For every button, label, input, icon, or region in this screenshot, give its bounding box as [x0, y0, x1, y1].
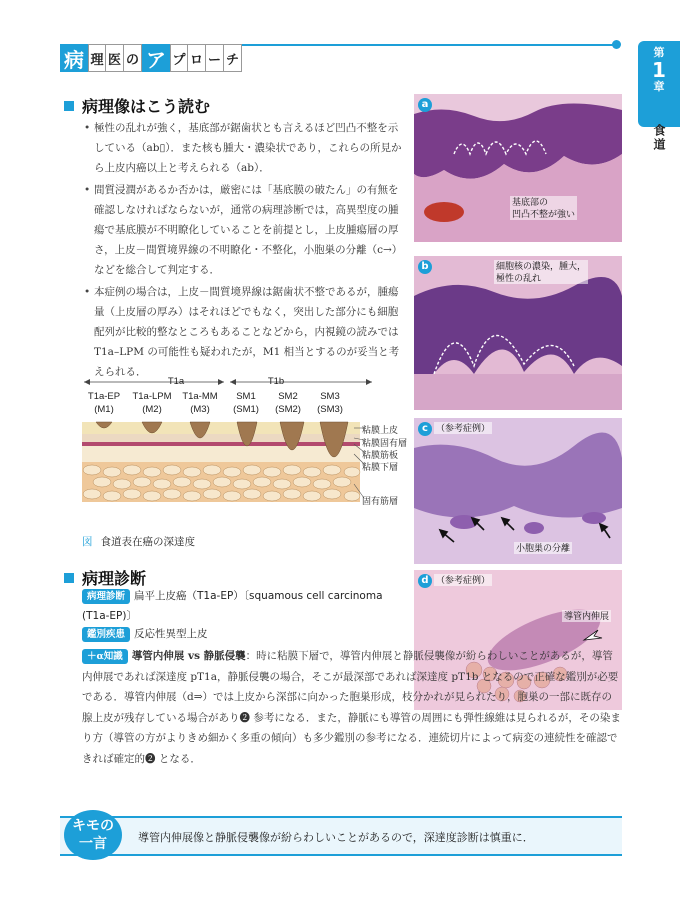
photo-note: 基底部の 凹凸不整が強い	[512, 197, 576, 219]
layer-label: 粘膜固有層	[362, 438, 408, 448]
micrograph-b	[414, 256, 622, 410]
group-label-t1b: T1b	[267, 376, 285, 387]
layer-label: 粘膜下層	[362, 462, 399, 472]
depth-column-bottom: (M2)	[142, 404, 162, 415]
depth-column-bottom: (SM2)	[275, 404, 301, 415]
title-char: ア	[142, 44, 170, 72]
title-char: 理	[88, 44, 106, 72]
differential-tag: 鑑別疾患	[82, 627, 130, 642]
photo-letter-badge: a	[418, 98, 432, 112]
depth-column-top: SM3	[320, 391, 340, 402]
section-heading-text: 病理診断	[82, 569, 147, 588]
depth-column-top: T1a-LPM	[132, 391, 172, 402]
photo-letter-badge: d	[418, 574, 432, 588]
key-point-badge-line1: キモの	[72, 818, 114, 834]
bullet-item: • 間質浸潤があるか否かは，厳密には「基底膜の破たん」の有無を確認しなければならないが，通常の病理診断では，高異型度の腫瘍で基底膜が不明瞭化していることを前提とし，上皮腫瘍層の厚さ，上皮－間質境界線の不明瞭化・不整化，小胞巣の分離（c→）などを総合して判定する．	[84, 180, 406, 280]
diagnosis-text: 扁平上皮癌（T1a-EP）〔squamous cell carcinoma (T1a-EP)〕	[82, 590, 383, 622]
chapter-suffix: 章	[653, 80, 665, 93]
figure-caption-text: 食道表在癌の深達度	[100, 536, 195, 548]
key-point-badge	[64, 810, 122, 860]
micrograph-a	[414, 94, 622, 242]
diagnosis-tag: 病理診断	[82, 589, 130, 604]
photo-note: 小胞巣の分離	[516, 543, 571, 553]
differential-text: 反応性異型上皮	[134, 628, 208, 640]
depth-column	[128, 390, 176, 416]
title-char: の	[124, 44, 142, 72]
key-point-text: 導管内伸展像と静脈侵襲像が紛らわしいことがあるので，深達度診断は慎重に．	[138, 831, 534, 844]
chapter-side-label: 食道	[652, 124, 666, 152]
title-char: プ	[170, 44, 188, 72]
figure-caption	[82, 534, 195, 549]
depth-column	[176, 390, 224, 416]
group-label-t1a: T1a	[167, 376, 185, 387]
depth-column-top: T1a-MM	[182, 391, 218, 402]
knowledge-tag: ＋α知識	[82, 649, 128, 664]
reading-bullets	[84, 118, 406, 384]
header-rule-dot	[612, 40, 621, 49]
layer-label: 固有筋層	[362, 496, 399, 506]
key-point-badge-line2: 一言	[79, 836, 107, 852]
knowledge-text	[82, 646, 622, 769]
depth-column-bottom: (M1)	[94, 404, 114, 415]
figure-caption-prefix: 図	[82, 536, 93, 548]
title-char: ロ	[188, 44, 206, 72]
layer-label: 粘膜筋板	[362, 450, 399, 460]
title-char: ー	[206, 44, 224, 72]
depth-column	[82, 390, 126, 416]
depth-column-top: SM2	[278, 391, 298, 402]
knowledge-body: ：時に粘膜下層で，導管内伸展と静脈侵襲像が紛らわしいことがあるが，導管内伸展であれば深達度 pT1a，静脈侵襲の場合，そこが最深部であれば深達度 pT1b となるので正確な鑑別が必要である．導管内伸展（d⇒）では上皮から深部に向かった胞巣形成，枝分かれが見られたり，胞巣の一部に既存の腺上皮が残存している場合があり❷ 参考になる．また，静脈にも導管の周囲にも弾性線維は見られるが，その染まり方（導管の方がよりきめ細かく多重の傾向）も多少鑑別の参考になる．連続切片によって病変の連続性を確認できれば確定的❷ となる．	[82, 650, 621, 765]
page-title	[60, 44, 242, 72]
title-char: 病	[60, 44, 88, 72]
depth-column	[268, 390, 308, 416]
section-square-icon	[64, 573, 74, 583]
bullet-item: • 極性の乱れが強く，基底部が鋸歯状とも言えるほど凹凸不整を示している（ab▯）．また核も腫大・濃染状であり，これらの所見から上皮内癌以上と考えられる（ab）．	[84, 118, 406, 178]
differential-diagnosis	[82, 624, 208, 644]
pathology-diagnosis	[82, 586, 406, 626]
depth-column	[310, 390, 350, 416]
chapter-number: 1	[652, 58, 666, 82]
bullet-item: • 本症例の場合は，上皮－間質境界線は鋸歯状不整であるが，腫瘍量（上皮層の厚み）はそれほどでもなく，突出した部分にも細胞配列が比較的整なところもあることなどから，内視鏡の読みでは T1a–LPM の可能性も疑われたが，M1 相当とするのが妥当と考えられる．	[84, 282, 406, 382]
section-heading-text: 病理像はこう読む	[82, 97, 211, 116]
photo-note: 導管内伸展	[564, 611, 610, 621]
photo-ref: （参考症例）	[436, 575, 491, 585]
photo-note: 細胞核の濃染，腫大， 極性の乱れ	[496, 261, 587, 283]
knowledge-title: 導管内伸展 vs 静脈侵襲	[131, 650, 246, 662]
depth-column	[226, 390, 266, 416]
depth-column-top: SM1	[236, 391, 256, 402]
section-heading-reading	[64, 94, 210, 117]
layer-label: 粘膜上皮	[362, 425, 399, 435]
micrograph-c	[414, 418, 622, 564]
depth-column-top: T1a-EP	[87, 391, 121, 402]
depth-column-bottom: (SM1)	[233, 404, 259, 415]
title-char: 医	[106, 44, 124, 72]
photo-ref: （参考症例）	[436, 423, 491, 433]
photo-letter-badge: c	[418, 422, 432, 436]
depth-column-bottom: (SM3)	[317, 404, 343, 415]
title-char: チ	[224, 44, 242, 72]
chapter-tab[interactable]	[638, 41, 680, 127]
section-square-icon	[64, 101, 74, 111]
photo-letter-badge: b	[418, 260, 432, 274]
chapter-prefix: 第	[653, 46, 665, 59]
depth-column-bottom: (M3)	[190, 404, 210, 415]
